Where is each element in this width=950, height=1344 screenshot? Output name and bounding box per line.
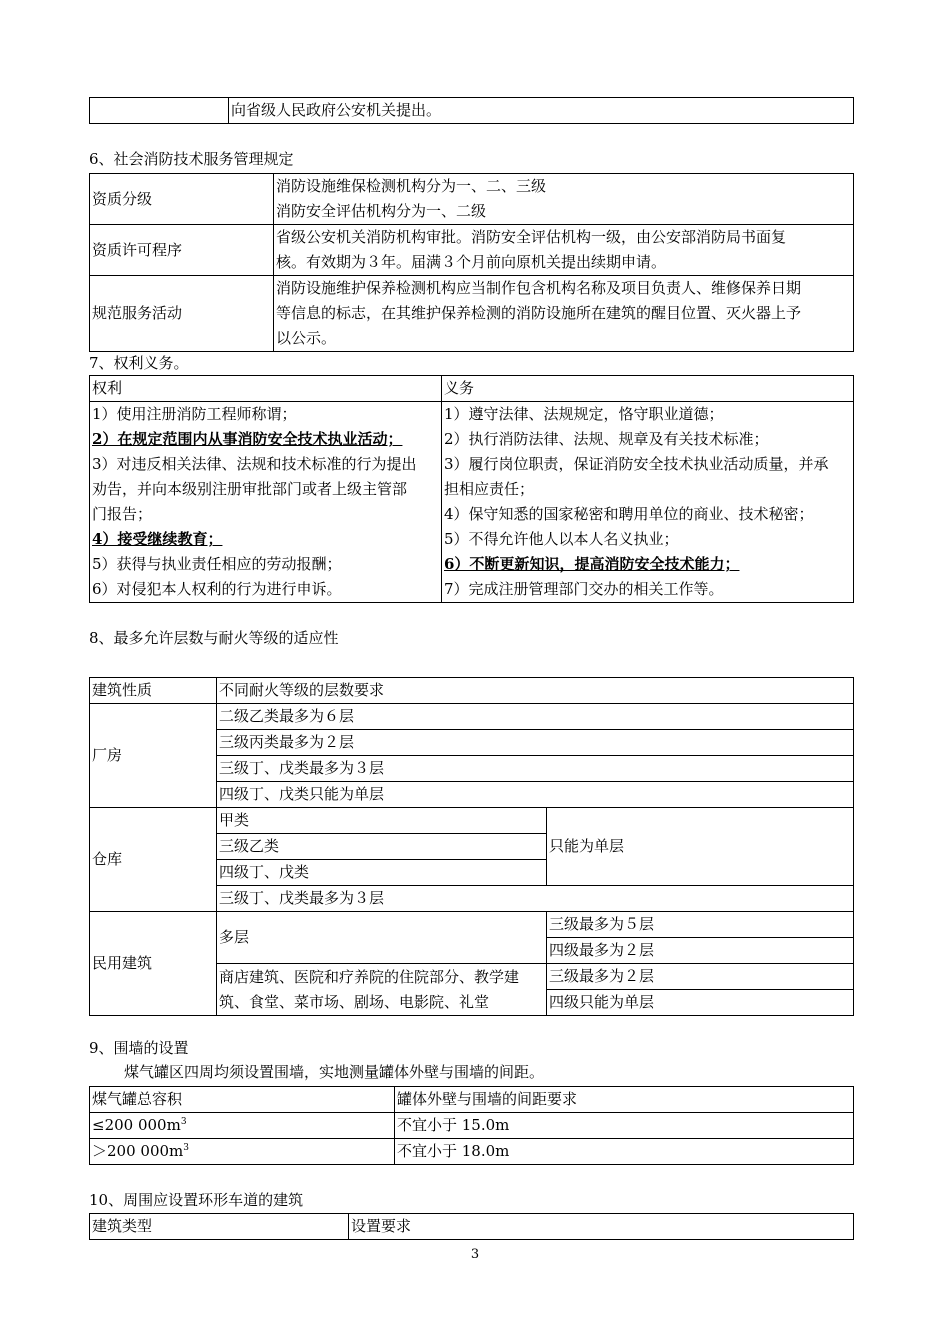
section-7-heading: 7、权利义务。 (89, 354, 189, 372)
tank-volume-value: ＞200 000m (92, 1142, 184, 1160)
duties-item: 3）履行岗位职责，保证消防安全技术执业活动质量，并承 (444, 455, 829, 473)
rights-item: 6）对侵犯本人权利的行为进行申诉。 (92, 580, 342, 598)
license-label: 资质许可程序 (90, 225, 274, 276)
civil-multi-rule: 四级最多为２层 (547, 938, 854, 964)
warehouse-label: 仓库 (90, 808, 217, 912)
civil-label: 民用建筑 (90, 912, 217, 1016)
tank-volume-cell (90, 1113, 395, 1139)
duties-item: 担相应责任； (444, 480, 535, 498)
license-content (274, 225, 854, 276)
tank-volume-header: 煤气罐总容积 (90, 1087, 395, 1113)
civil-special-rule: 三级最多为２层 (547, 964, 854, 990)
setting-requirement-header: 设置要求 (349, 1214, 854, 1240)
cubic-superscript: 3 (183, 1143, 189, 1153)
tank-volume-value: ≤200 000m (92, 1116, 181, 1134)
floors-fire-rating-table (89, 677, 854, 1016)
rights-duties-table (89, 375, 854, 603)
section-9-heading: 9、围墙的设置 (89, 1039, 189, 1057)
warehouse-rule: 三级丁、戊类最多为３层 (217, 886, 854, 912)
factory-label: 厂房 (90, 704, 217, 808)
duties-item: 2）执行消防法律、法规、规章及有关技术标准； (444, 430, 769, 448)
warehouse-class: 甲类 (217, 808, 547, 834)
civil-multi-storey: 多层 (217, 912, 547, 964)
qualification-label: 资质分级 (90, 174, 274, 225)
warehouse-single-floor: 只能为单层 (547, 808, 854, 886)
rights-item-emphasis: 4）接受继续教育； (92, 530, 223, 548)
wall-distance-cell: 不宜小于 15.0m (395, 1113, 854, 1139)
continuation-text-cell: 向省级人民政府公安机关提出。 (229, 98, 854, 124)
rights-item: 3）对违反相关法律、法规和技术标准的行为提出 (92, 455, 417, 473)
factory-rule: 三级丁、戊类最多为３层 (217, 756, 854, 782)
civil-special-rule: 四级只能为单层 (547, 990, 854, 1016)
service-content (274, 276, 854, 352)
civil-special-line: 商店建筑、医院和疗养院的住院部分、教学建 (219, 967, 520, 986)
content-line: 以公示。 (276, 329, 337, 347)
factory-rule: 二级乙类最多为６层 (217, 704, 854, 730)
continuation-empty-cell (90, 98, 229, 124)
wall-distance-header: 罐体外壁与围墙的间距要求 (395, 1087, 854, 1113)
section-10-heading: 10、周围应设置环形车道的建筑 (89, 1191, 304, 1209)
rights-item-emphasis: 2）在规定范围内从事消防安全技术执业活动； (92, 430, 403, 448)
civil-multi-rule: 三级最多为５层 (547, 912, 854, 938)
tank-volume-cell (90, 1139, 395, 1165)
duties-list (442, 402, 854, 603)
rights-item: 5）获得与执业责任相应的劳动报酬； (92, 555, 342, 573)
building-type-header: 建筑性质 (90, 678, 217, 704)
floor-requirement-header: 不同耐火等级的层数要求 (217, 678, 854, 704)
content-line: 等信息的标志，在其维护保养检测的消防设施所在建筑的醒目位置、灭火器上予 (276, 304, 802, 322)
continuation-table (89, 97, 854, 124)
factory-rule: 四级丁、戊类只能为单层 (217, 782, 854, 808)
rights-header: 权利 (90, 376, 442, 402)
section-8-heading: 8、最多允许层数与耐火等级的适应性 (89, 629, 339, 647)
duties-item: 5）不得允许他人以本人名义执业； (444, 530, 679, 548)
content-line: 消防设施维保检测机构分为一、二、三级 (276, 177, 547, 195)
civil-special-buildings (217, 964, 547, 1016)
duties-item: 7）完成注册管理部门交办的相关工作等。 (444, 580, 724, 598)
page-number: 3 (470, 1247, 480, 1262)
rights-item: 门报告； (92, 505, 153, 523)
qualification-content (274, 174, 854, 225)
content-line: 消防设施维护保养检测机构应当制作包含机构名称及项目负责人、维修保养日期 (276, 279, 802, 297)
building-kind-header: 建筑类型 (90, 1214, 349, 1240)
factory-rule: 三级丙类最多为２层 (217, 730, 854, 756)
section-6-heading: 6、社会消防技术服务管理规定 (89, 150, 294, 168)
ring-road-table (89, 1213, 854, 1240)
warehouse-class: 三级乙类 (217, 834, 547, 860)
section-9-paragraph: 煤气罐区四周均须设置围墙，实地测量罐体外壁与围墙的间距。 (124, 1063, 545, 1081)
civil-special-line: 筑、食堂、菜市场、剧场、电影院、礼堂 (219, 992, 490, 1011)
content-line: 消防安全评估机构分为一、二级 (276, 202, 487, 220)
content-line: 核。有效期为３年。届满３个月前向原机关提出续期申请。 (276, 253, 667, 271)
tech-service-table (89, 173, 854, 352)
gas-tank-wall-table (89, 1086, 854, 1165)
duties-header: 义务 (442, 376, 854, 402)
content-line: 省级公安机关消防机构审批。消防安全评估机构一级，由公安部消防局书面复 (276, 228, 787, 246)
duties-item: 1）遵守法律、法规规定，恪守职业道德； (444, 405, 724, 423)
rights-item: 劝告，并向本级别注册审批部门或者上级主管部 (92, 480, 408, 498)
duties-item-emphasis: 6）不断更新知识，提高消防安全技术能力； (444, 555, 740, 573)
warehouse-class: 四级丁、戊类 (217, 860, 547, 886)
wall-distance-cell: 不宜小于 18.0m (395, 1139, 854, 1165)
rights-item: 1）使用注册消防工程师称谓； (92, 405, 297, 423)
service-label: 规范服务活动 (90, 276, 274, 352)
rights-list (90, 402, 442, 603)
cubic-superscript: 3 (180, 1117, 187, 1127)
duties-item: 4）保守知悉的国家秘密和聘用单位的商业、技术秘密； (444, 505, 814, 523)
